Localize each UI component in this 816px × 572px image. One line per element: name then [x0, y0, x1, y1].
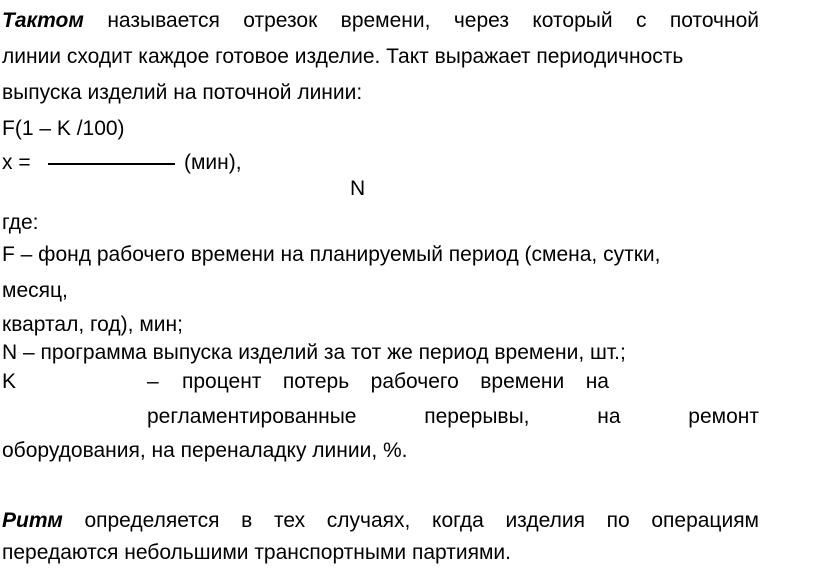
where-label: где:	[2, 211, 39, 234]
takt-line-3: выпуска изделий на поточной линии:	[2, 81, 363, 104]
formula-unit: (мин),	[184, 151, 242, 174]
legend-k-text-3: оборудования, на переналадку линии, %.	[2, 439, 408, 462]
legend-f-line-2: месяц,	[2, 279, 68, 302]
legend-f-line-1: F – фонд рабочего времени на планируемый период (смена, сутки,	[2, 243, 661, 266]
formula-lhs: x =	[2, 151, 31, 174]
formula-numerator: F(1 – K /100)	[2, 117, 125, 140]
legend-k-text-1: процент потерь рабочего времени на	[182, 370, 609, 393]
legend-n-line: N – программа выпуска изделий за тот же период времени, шт.;	[2, 341, 626, 364]
takt-term: Тактом	[2, 9, 84, 32]
rhythm-line-1-text: определяется в тех случаях, когда изделия по операциям	[84, 509, 759, 532]
legend-k-dash: –	[147, 370, 159, 393]
rhythm-term: Ритм	[2, 509, 63, 532]
legend-f-line-3: квартал, год), мин;	[2, 313, 183, 336]
takt-line-2: линии сходит каждое готовое изделие. Такт выражает периодичность	[2, 45, 684, 68]
formula-denominator: N	[350, 177, 366, 200]
takt-line-1	[2, 8, 759, 34]
rhythm-line-1	[2, 508, 759, 534]
takt-line-1-text: называется отрезок времени, через который с поточной	[107, 9, 759, 32]
legend-k-text-2: регламентированные перерывы, на ремонт	[147, 405, 759, 428]
fraction-bar	[48, 163, 175, 165]
rhythm-line-2: передаются небольшими транспортными партиями.	[2, 541, 511, 564]
legend-k-symbol: K	[2, 370, 17, 393]
